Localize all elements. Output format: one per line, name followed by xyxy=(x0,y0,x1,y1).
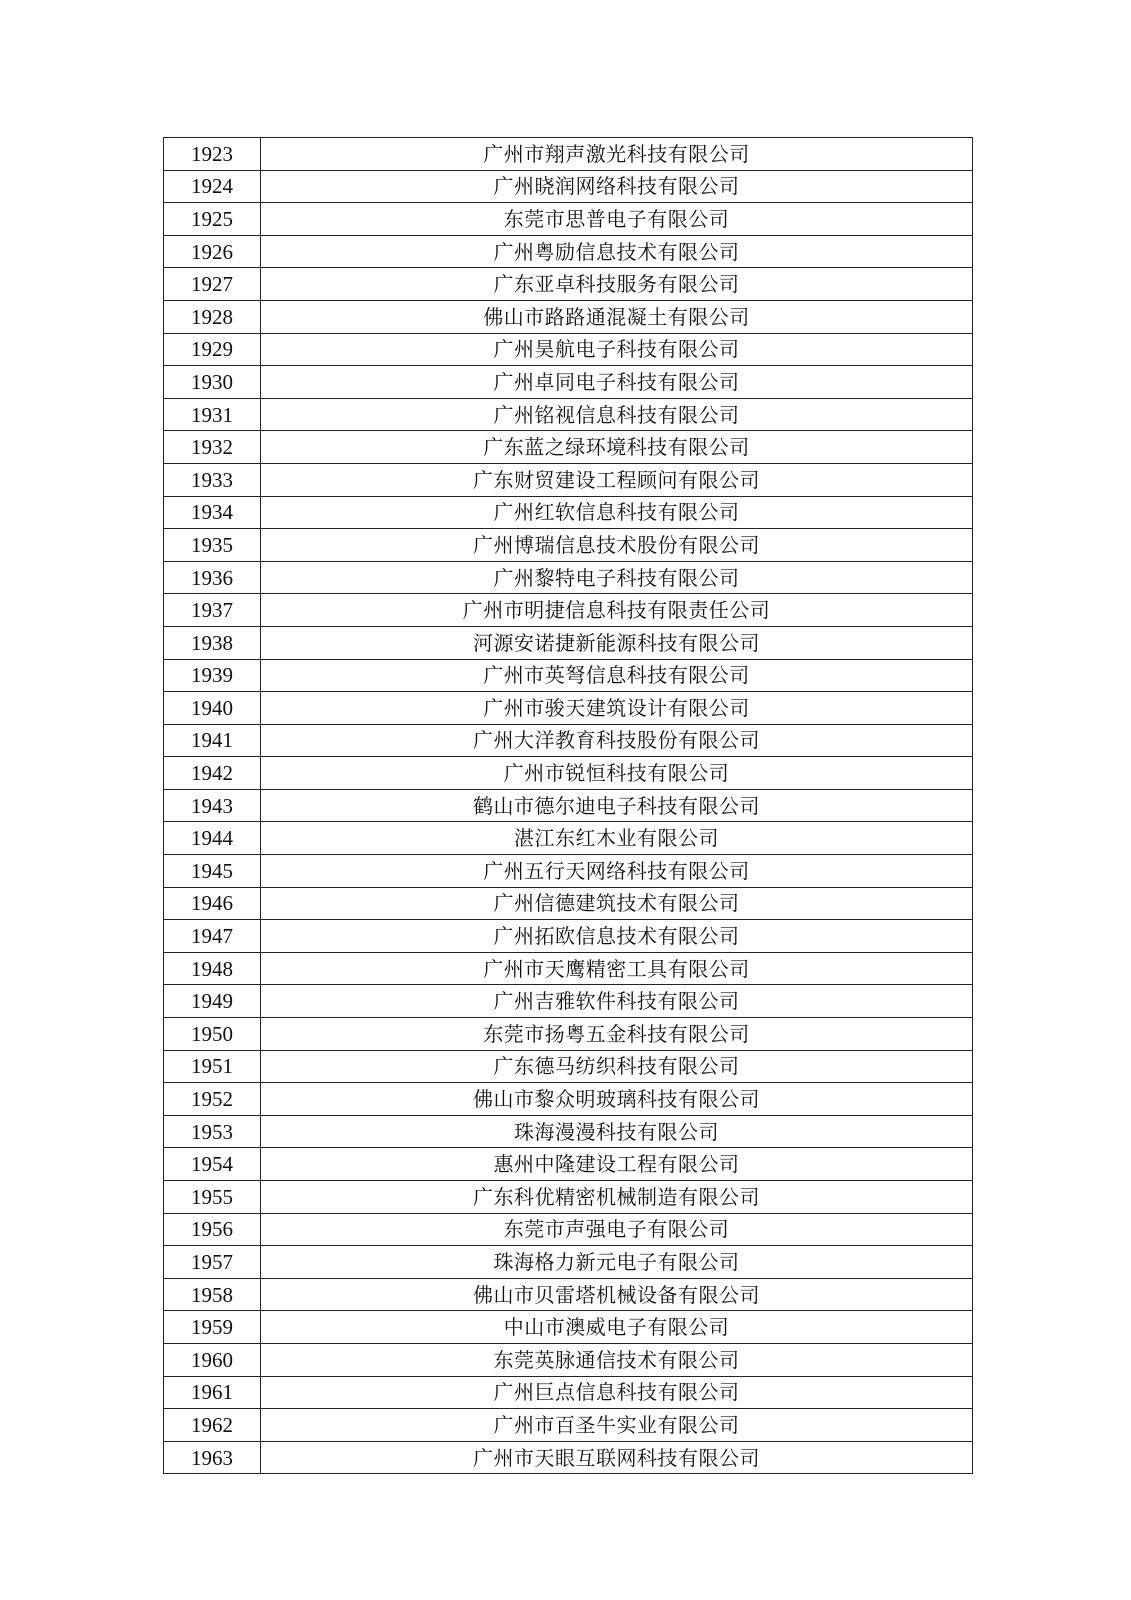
table-row xyxy=(164,1441,973,1474)
table-row xyxy=(164,594,973,627)
company-name-cell: 东莞市声强电子有限公司 xyxy=(261,1213,973,1246)
table-row xyxy=(164,659,973,692)
row-number-cell: 1954 xyxy=(164,1148,261,1181)
company-name-cell: 东莞市扬粤五金科技有限公司 xyxy=(261,1018,973,1051)
table-row xyxy=(164,203,973,236)
table-row xyxy=(164,268,973,301)
company-name-cell: 广州吉雅软件科技有限公司 xyxy=(261,985,973,1018)
row-number-cell: 1951 xyxy=(164,1050,261,1083)
table-row xyxy=(164,1246,973,1279)
row-number-cell: 1955 xyxy=(164,1181,261,1214)
row-number-cell: 1931 xyxy=(164,398,261,431)
company-name-cell: 广州市英弩信息科技有限公司 xyxy=(261,659,973,692)
row-number-cell: 1956 xyxy=(164,1213,261,1246)
row-number-cell: 1932 xyxy=(164,431,261,464)
table-row xyxy=(164,1311,973,1344)
table-row xyxy=(164,789,973,822)
company-name-cell: 广州市百圣牛实业有限公司 xyxy=(261,1409,973,1442)
row-number-cell: 1959 xyxy=(164,1311,261,1344)
table-row xyxy=(164,431,973,464)
row-number-cell: 1962 xyxy=(164,1409,261,1442)
company-name-cell: 广州昊航电子科技有限公司 xyxy=(261,333,973,366)
table-row xyxy=(164,561,973,594)
row-number-cell: 1948 xyxy=(164,952,261,985)
company-name-cell: 广州红软信息科技有限公司 xyxy=(261,496,973,529)
row-number-cell: 1930 xyxy=(164,366,261,399)
company-name-cell: 广州博瑞信息技术股份有限公司 xyxy=(261,529,973,562)
row-number-cell: 1927 xyxy=(164,268,261,301)
table-row xyxy=(164,822,973,855)
row-number-cell: 1947 xyxy=(164,920,261,953)
row-number-cell: 1946 xyxy=(164,887,261,920)
table-row xyxy=(164,757,973,790)
row-number-cell: 1923 xyxy=(164,138,261,171)
company-name-cell: 中山市澳威电子有限公司 xyxy=(261,1311,973,1344)
table-row xyxy=(164,1213,973,1246)
row-number-cell: 1963 xyxy=(164,1441,261,1474)
company-name-cell: 广州市天眼互联网科技有限公司 xyxy=(261,1441,973,1474)
table-row xyxy=(164,692,973,725)
table-row xyxy=(164,985,973,1018)
table-row xyxy=(164,1409,973,1442)
company-name-cell: 河源安诺捷新能源科技有限公司 xyxy=(261,626,973,659)
company-name-cell: 珠海漫漫科技有限公司 xyxy=(261,1115,973,1148)
table-row xyxy=(164,1148,973,1181)
table-body xyxy=(164,138,973,1474)
company-name-cell: 广东德马纺织科技有限公司 xyxy=(261,1050,973,1083)
row-number-cell: 1943 xyxy=(164,789,261,822)
company-name-cell: 广州信德建筑技术有限公司 xyxy=(261,887,973,920)
row-number-cell: 1933 xyxy=(164,463,261,496)
table-row xyxy=(164,398,973,431)
row-number-cell: 1952 xyxy=(164,1083,261,1116)
row-number-cell: 1949 xyxy=(164,985,261,1018)
company-name-cell: 广州五行天网络科技有限公司 xyxy=(261,855,973,888)
row-number-cell: 1950 xyxy=(164,1018,261,1051)
company-name-cell: 广东蓝之绿环境科技有限公司 xyxy=(261,431,973,464)
table-row xyxy=(164,887,973,920)
table-row xyxy=(164,1018,973,1051)
row-number-cell: 1941 xyxy=(164,724,261,757)
row-number-cell: 1957 xyxy=(164,1246,261,1279)
table-row xyxy=(164,235,973,268)
table-row xyxy=(164,170,973,203)
company-name-cell: 广州市锐恒科技有限公司 xyxy=(261,757,973,790)
company-name-cell: 佛山市黎众明玻璃科技有限公司 xyxy=(261,1083,973,1116)
company-name-cell: 广州巨点信息科技有限公司 xyxy=(261,1376,973,1409)
table-row xyxy=(164,1278,973,1311)
company-name-cell: 广东财贸建设工程顾问有限公司 xyxy=(261,463,973,496)
table-row xyxy=(164,1083,973,1116)
row-number-cell: 1960 xyxy=(164,1343,261,1376)
company-name-cell: 广州拓欧信息技术有限公司 xyxy=(261,920,973,953)
row-number-cell: 1925 xyxy=(164,203,261,236)
row-number-cell: 1944 xyxy=(164,822,261,855)
row-number-cell: 1936 xyxy=(164,561,261,594)
row-number-cell: 1929 xyxy=(164,333,261,366)
row-number-cell: 1928 xyxy=(164,300,261,333)
table-row xyxy=(164,1343,973,1376)
company-name-cell: 佛山市贝雷塔机械设备有限公司 xyxy=(261,1278,973,1311)
row-number-cell: 1945 xyxy=(164,855,261,888)
table-row xyxy=(164,463,973,496)
table-row xyxy=(164,1181,973,1214)
company-name-cell: 东莞市思普电子有限公司 xyxy=(261,203,973,236)
company-name-cell: 广州卓同电子科技有限公司 xyxy=(261,366,973,399)
table-row xyxy=(164,496,973,529)
row-number-cell: 1938 xyxy=(164,626,261,659)
row-number-cell: 1958 xyxy=(164,1278,261,1311)
row-number-cell: 1934 xyxy=(164,496,261,529)
company-name-cell: 广州市翔声激光科技有限公司 xyxy=(261,138,973,171)
table-row xyxy=(164,1115,973,1148)
row-number-cell: 1942 xyxy=(164,757,261,790)
company-list-table xyxy=(163,137,973,1474)
table-row xyxy=(164,366,973,399)
row-number-cell: 1926 xyxy=(164,235,261,268)
company-name-cell: 珠海格力新元电子有限公司 xyxy=(261,1246,973,1279)
company-name-cell: 广州大洋教育科技股份有限公司 xyxy=(261,724,973,757)
company-name-cell: 广东科优精密机械制造有限公司 xyxy=(261,1181,973,1214)
row-number-cell: 1953 xyxy=(164,1115,261,1148)
row-number-cell: 1939 xyxy=(164,659,261,692)
table-row xyxy=(164,1376,973,1409)
company-name-cell: 惠州中隆建设工程有限公司 xyxy=(261,1148,973,1181)
company-name-cell: 广州黎特电子科技有限公司 xyxy=(261,561,973,594)
table-row xyxy=(164,920,973,953)
company-name-cell: 湛江东红木业有限公司 xyxy=(261,822,973,855)
company-name-cell: 佛山市路路通混凝土有限公司 xyxy=(261,300,973,333)
company-name-cell: 广州铭视信息科技有限公司 xyxy=(261,398,973,431)
table-row xyxy=(164,138,973,171)
company-name-cell: 广州市天鹰精密工具有限公司 xyxy=(261,952,973,985)
company-name-cell: 东莞英脉通信技术有限公司 xyxy=(261,1343,973,1376)
table-row xyxy=(164,855,973,888)
company-name-cell: 广州晓润网络科技有限公司 xyxy=(261,170,973,203)
table-row xyxy=(164,952,973,985)
company-name-cell: 广州粤励信息技术有限公司 xyxy=(261,235,973,268)
row-number-cell: 1924 xyxy=(164,170,261,203)
table-row xyxy=(164,529,973,562)
table-row xyxy=(164,626,973,659)
row-number-cell: 1935 xyxy=(164,529,261,562)
table-row xyxy=(164,300,973,333)
table-row xyxy=(164,333,973,366)
table-row xyxy=(164,724,973,757)
company-name-cell: 广州市明捷信息科技有限责任公司 xyxy=(261,594,973,627)
row-number-cell: 1940 xyxy=(164,692,261,725)
company-name-cell: 广东亚卓科技服务有限公司 xyxy=(261,268,973,301)
company-name-cell: 广州市骏天建筑设计有限公司 xyxy=(261,692,973,725)
row-number-cell: 1937 xyxy=(164,594,261,627)
row-number-cell: 1961 xyxy=(164,1376,261,1409)
table-row xyxy=(164,1050,973,1083)
company-name-cell: 鹤山市德尔迪电子科技有限公司 xyxy=(261,789,973,822)
